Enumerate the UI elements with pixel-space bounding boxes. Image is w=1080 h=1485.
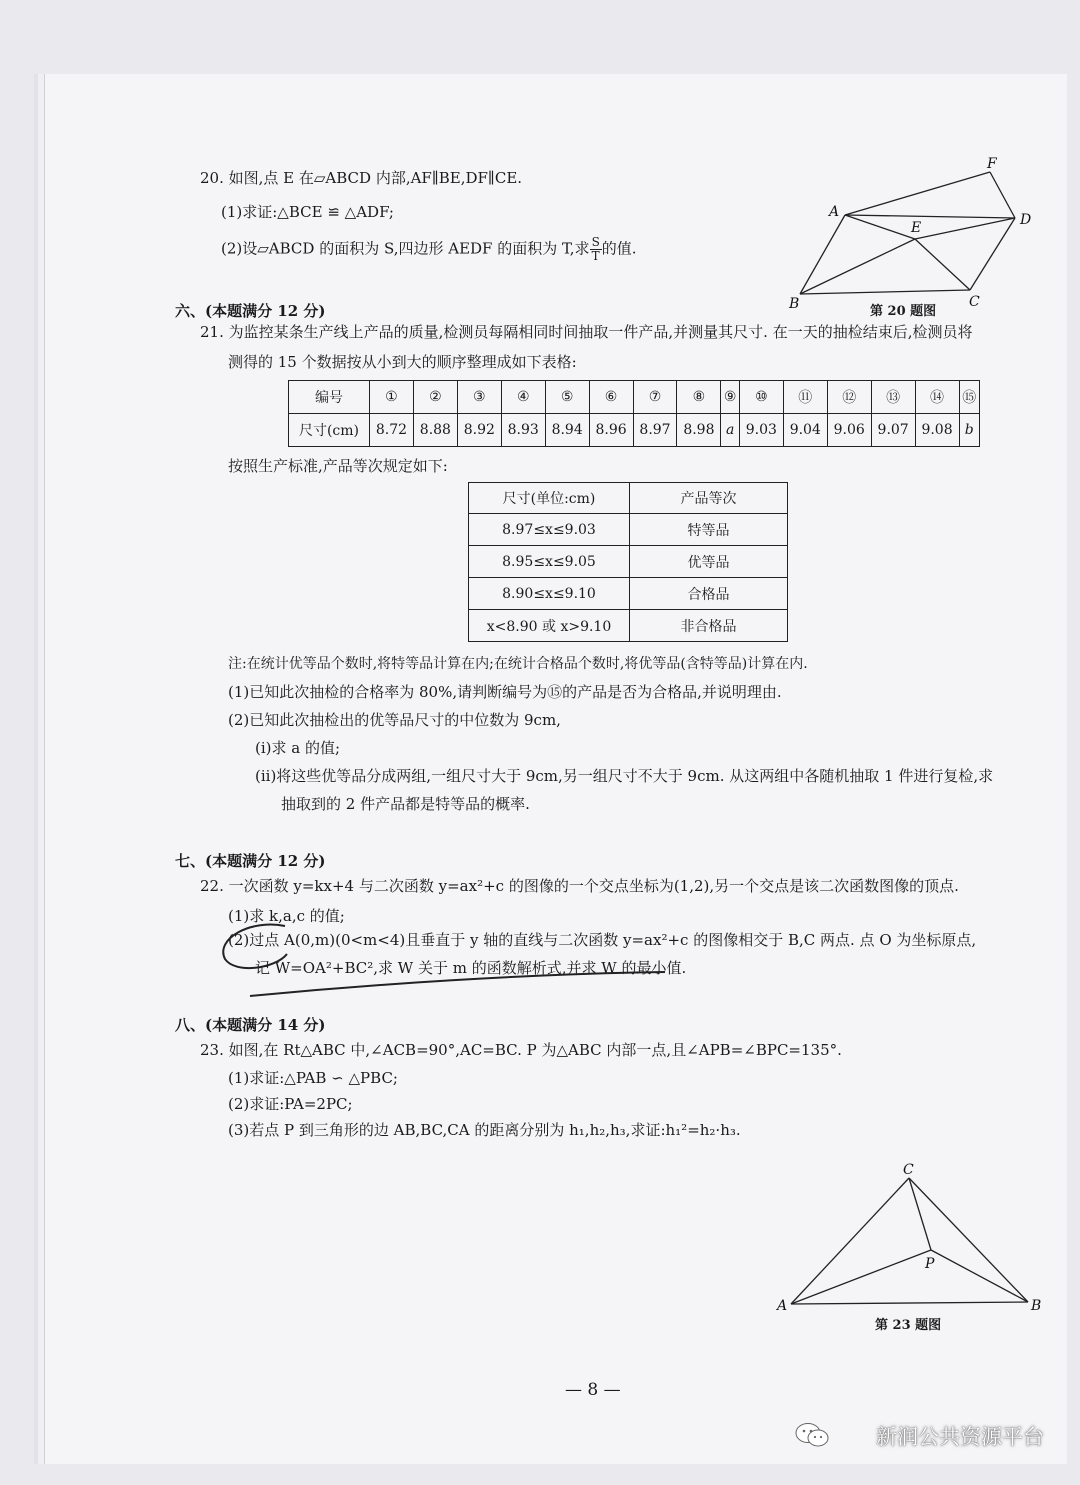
- id-cell: ⑬: [871, 381, 915, 414]
- grade-level: 非合格品: [630, 610, 788, 642]
- section-7-heading: 七、(本题满分 12 分): [175, 852, 326, 870]
- grade-level: 合格品: [630, 578, 788, 610]
- id-cell: ①: [370, 381, 414, 414]
- edge-af: [845, 172, 990, 215]
- q21-grade-table: [468, 482, 788, 642]
- q20-part2-text: (2)设▱ABCD 的面积为 S,四边形 AEDF 的面积为 T,求: [221, 239, 590, 258]
- q21-stem-1: 21. 为监控某条生产线上产品的质量,检测员每隔相同时间抽取一件产品,并测量其尺寸. 在一天的抽检结束后,检测员将: [200, 323, 973, 341]
- edge-bc: [800, 290, 970, 294]
- grade-level: 特等品: [630, 514, 788, 546]
- edge-ae: [845, 215, 915, 239]
- grade-range: 8.95≤x≤9.05: [469, 546, 630, 578]
- q23-figure-caption: 第 23 题图: [875, 1318, 942, 1333]
- q20-part2-end: 的值.: [601, 239, 637, 258]
- grade-header-row: [469, 483, 788, 514]
- edge-ac: [791, 1178, 909, 1304]
- section-8-heading: 八、(本题满分 14 分): [175, 1016, 326, 1034]
- size-cell: 9.07: [871, 414, 915, 447]
- q21-stem-2: 测得的 15 个数据按从小到大的顺序整理成如下表格:: [228, 353, 577, 371]
- edge-cb: [909, 1178, 1028, 1302]
- q21-part2-ii-a: (ii)将这些优等品分成两组,一组尺寸大于 9cm,另一组尺寸不大于 9cm. 从这两组中各随机抽取 1 件进行复检,求: [255, 767, 994, 785]
- edge-ap: [791, 1250, 931, 1304]
- q20-part1: (1)求证:△BCE ≌ △ADF;: [221, 203, 394, 221]
- q23-part1: (1)求证:△PAB ∽ △PBC;: [228, 1069, 398, 1087]
- size-cell: 8.88: [413, 414, 457, 447]
- label-p: P: [925, 1256, 935, 1272]
- size-cell: b: [959, 414, 980, 447]
- q21-data-table: [288, 380, 980, 447]
- page-number: — 8 —: [565, 1380, 621, 1400]
- label-b: B: [789, 296, 800, 312]
- grade-level: 优等品: [630, 546, 788, 578]
- grade-range: 8.97≤x≤9.03: [469, 514, 630, 546]
- pen-underline: [250, 972, 665, 996]
- label-d: D: [1020, 212, 1032, 228]
- id-cell: ⑥: [589, 381, 633, 414]
- id-cell: ⑩: [739, 381, 783, 414]
- q20-fraction: [590, 236, 602, 263]
- size-cell: a: [721, 414, 740, 447]
- q22-part2-b: 记 W=OA²+BC²,求 W 关于 m 的函数解析式,并求 W 的最小值.: [255, 959, 687, 977]
- label-b: B: [1031, 1298, 1042, 1314]
- q23-part2: (2)求证:PA=2PC;: [228, 1095, 353, 1113]
- edge-ad: [845, 215, 1015, 218]
- grade-range: x<8.90 或 x>9.10: [469, 610, 630, 642]
- id-cell: ③: [457, 381, 501, 414]
- edge-ab: [800, 215, 845, 294]
- size-cell: 9.08: [915, 414, 959, 447]
- edge-ed: [915, 218, 1015, 239]
- id-cell: ⑮: [959, 381, 980, 414]
- id-cell: ⑨: [721, 381, 740, 414]
- wechat-icon: [794, 1421, 830, 1449]
- size-cell: 8.93: [501, 414, 545, 447]
- id-cell: ⑤: [545, 381, 589, 414]
- q21-note: 注:在统计优等品个数时,将特等品计算在内;在统计合格品个数时,将优等品(含特等品)计算在内.: [228, 656, 808, 672]
- table-row-sizes: [289, 414, 980, 447]
- q21-part2: (2)已知此次抽检出的优等品尺寸的中位数为 9cm,: [228, 711, 561, 729]
- label-c: C: [903, 1162, 914, 1178]
- size-cell: 8.96: [589, 414, 633, 447]
- grade-header-level: 产品等次: [630, 483, 788, 514]
- grade-header-size: 尺寸(单位:cm): [469, 483, 630, 514]
- grade-row: [469, 610, 788, 642]
- grade-row: [469, 578, 788, 610]
- id-cell: ⑫: [827, 381, 871, 414]
- q23-figure: [773, 1164, 1043, 1314]
- label-a: A: [777, 1298, 788, 1314]
- edge-be: [800, 239, 915, 294]
- table-row-label: 尺寸(cm): [289, 414, 370, 447]
- q23-part3: (3)若点 P 到三角形的边 AB,BC,CA 的距离分别为 h₁,h₂,h₃,求证:h₁²=h₂·h₃.: [228, 1121, 741, 1139]
- label-e: E: [911, 220, 922, 236]
- q21-part2-ii-b: 抽取到的 2 件产品都是特等品的概率.: [281, 795, 530, 813]
- id-cell: ⑦: [633, 381, 677, 414]
- q20-figure-caption: 第 20 题图: [870, 304, 937, 319]
- watermark-text: 新润公共资源平台: [876, 1425, 1044, 1449]
- size-cell: 8.92: [457, 414, 501, 447]
- grade-row: [469, 514, 788, 546]
- q21-part2-i: (i)求 a 的值;: [255, 739, 341, 757]
- exam-page: [44, 74, 1067, 1464]
- size-cell: 8.97: [633, 414, 677, 447]
- label-a: A: [829, 204, 840, 220]
- frac-numerator: S: [591, 235, 600, 249]
- grade-range: 8.90≤x≤9.10: [469, 578, 630, 610]
- id-cell: ②: [413, 381, 457, 414]
- edge-pb: [931, 1250, 1028, 1302]
- q23-stem: 23. 如图,在 Rt△ABC 中,∠ACB=90°,AC=BC. P 为△ABC 内部一点,且∠APB=∠BPC=135°.: [200, 1041, 842, 1059]
- table-header-cell: 编号: [289, 381, 370, 414]
- edge-cd: [970, 218, 1015, 290]
- id-cell: ⑧: [677, 381, 721, 414]
- q21-standard-intro: 按照生产标准,产品等次规定如下:: [228, 457, 448, 475]
- table-row-ids: [289, 381, 980, 414]
- size-cell: 9.03: [739, 414, 783, 447]
- size-cell: 8.98: [677, 414, 721, 447]
- q22-stem: 22. 一次函数 y=kx+4 与二次函数 y=ax²+c 的图像的一个交点坐标为(1,2),另一个交点是该二次函数图像的顶点.: [200, 877, 959, 895]
- size-cell: 8.94: [545, 414, 589, 447]
- id-cell: ⑪: [783, 381, 827, 414]
- grade-row: [469, 546, 788, 578]
- pen-marks: [195, 914, 675, 1004]
- size-cell: 8.72: [370, 414, 414, 447]
- frac-denominator: T: [591, 249, 600, 263]
- size-cell: 9.04: [783, 414, 827, 447]
- section-6-heading: 六、(本题满分 12 分): [175, 302, 326, 320]
- id-cell: ④: [501, 381, 545, 414]
- q22-part1: (1)求 k,a,c 的值;: [228, 907, 345, 925]
- size-cell: 9.06: [827, 414, 871, 447]
- q21-part1: (1)已知此次抽检的合格率为 80%,请判断编号为⑮的产品是否为合格品,并说明理由.: [228, 683, 782, 701]
- edge-ab: [791, 1302, 1028, 1304]
- edge-fd: [990, 172, 1015, 218]
- label-f: F: [987, 156, 997, 172]
- q20-part2: [221, 236, 637, 263]
- edge-ce: [915, 239, 970, 290]
- q20-stem: 20. 如图,点 E 在▱ABCD 内部,AF∥BE,DF∥CE.: [200, 169, 523, 187]
- pen-circle: [223, 925, 287, 968]
- q22-part2-a: (2)过点 A(0,m)(0<m<4)且垂直于 y 轴的直线与二次函数 y=ax²+c 的图像相交于 B,C 两点. 点 O 为坐标原点,: [228, 931, 977, 949]
- id-cell: ⑭: [915, 381, 959, 414]
- label-c: C: [969, 294, 980, 310]
